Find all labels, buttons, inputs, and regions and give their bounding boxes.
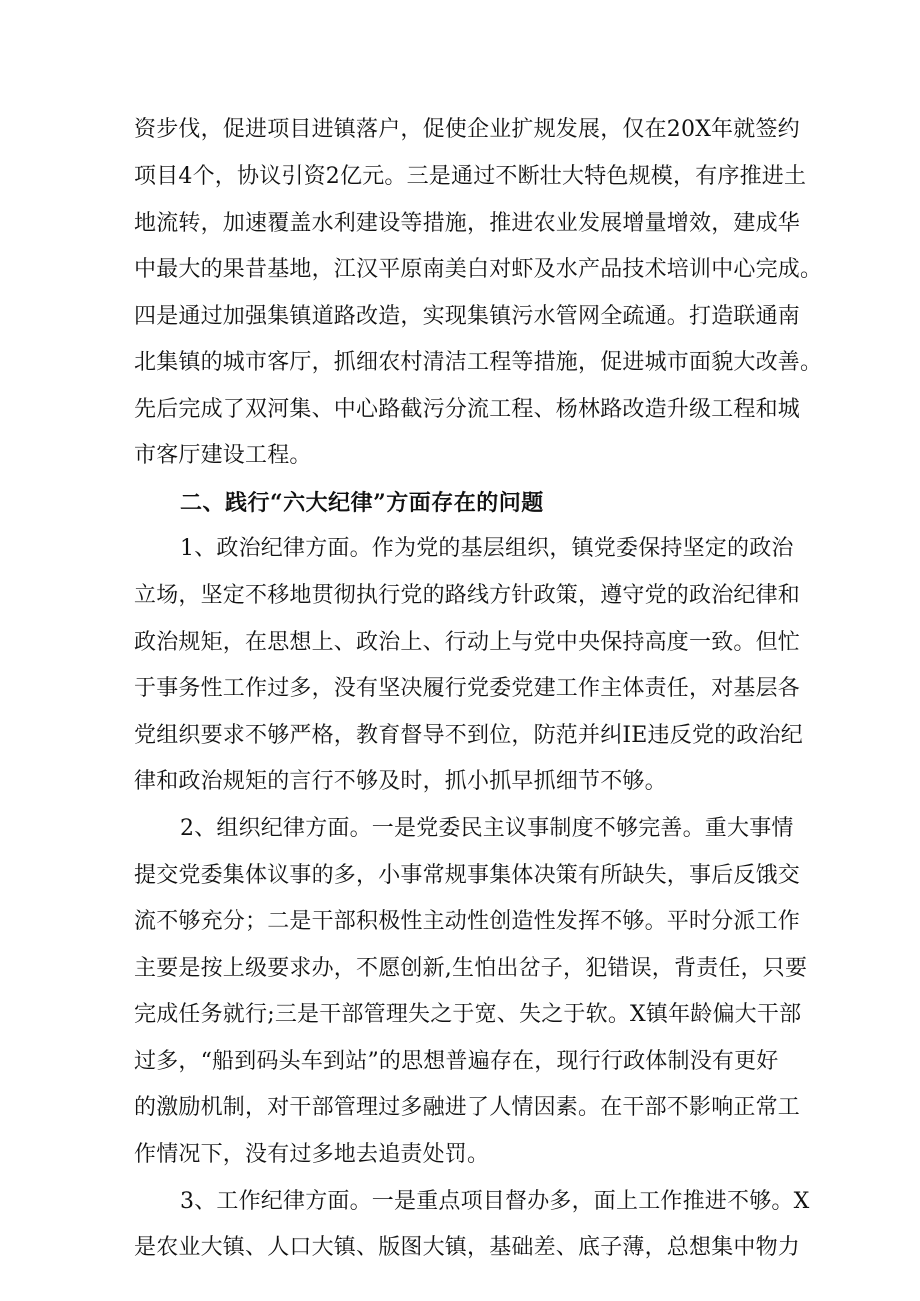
paragraph-3-line-3: 流不够充分；二是干部积极性主动性创造性发挥不够。平时分派工作	[134, 909, 801, 934]
paragraph-1-line-5: 四是通过加强集镇道路改造，实现集镇污水管网全疏通。打造联通南	[134, 304, 801, 329]
paragraph-4-line-2: 是农业大镇、人口大镇、版图大镇，基础差、底子薄，总想集中物力	[134, 1235, 801, 1260]
paragraph-1-line-8: 市客厅建设工程。	[134, 443, 312, 468]
paragraph-2-line-2: 立场，坚定不移地贯彻执行党的路线方针政策，遵守党的政治纪律和	[134, 583, 801, 608]
paragraph-3-line-4: 主要是按上级要求办，不愿创新,生怕出岔子，犯错误，背责任，只要	[134, 956, 808, 981]
paragraph-1-line-3: 地流转，加速覆盖水利建设等措施，推进农业发展增量增效，建成华	[134, 211, 801, 236]
paragraph-3-line-2: 提交党委集体议事的多，小事常规事集体决策有所缺失，事后反饿交	[134, 863, 801, 888]
paragraph-2-line-3: 政治规矩，在思想上、政治上、行动上与党中央保持高度一致。但忙	[134, 630, 801, 655]
paragraph-3-line-8: 作情况下，没有过多地去追责处罚。	[134, 1142, 490, 1167]
paragraph-4-line-1: 3、工作纪律方面。一是重点项目督办多，面上工作推进不够。X	[180, 1189, 810, 1214]
paragraph-3-line-5: 完成任务就行;三是干部管理失之于宽、失之于软。X镇年龄偏大干部	[134, 1002, 802, 1027]
paragraph-1-line-1: 资步伐，促进项目进镇落户，促使企业扩规发展，仅在20X年就签约	[134, 117, 800, 142]
paragraph-3-line-6: 过多，“船到码头车到站”的思想普遍存在，现行行政体制没有更好	[134, 1049, 779, 1074]
paragraph-2-line-6: 律和政治规矩的言行不够及时，抓小抓早抓细节不够。	[134, 769, 667, 794]
paragraph-2-line-5: 党组织要求不够严格，教育督导不到位，防范并纠IE违反党的政治纪	[134, 723, 803, 748]
section-heading: 二、践行“六大纪律”方面存在的问题	[180, 490, 544, 516]
paragraph-1-line-6: 北集镇的城市客厅，抓细农村清洁工程等措施，促进城市面貌大改善。	[134, 350, 823, 375]
paragraph-1-line-4: 中最大的果昔基地，江汉平原南美白对虾及水产品技术培训中心完成。	[134, 257, 823, 282]
paragraph-3-line-7: 的激励机制，对干部管理过多融进了人情因素。在干部不影响正常工	[134, 1095, 801, 1120]
paragraph-2-line-1: 1、政治纪律方面。作为党的基层组织，镇党委保持坚定的政治	[180, 536, 794, 561]
paragraph-3-line-1: 2、组织纪律方面。一是党委民主议事制度不够完善。重大事情	[180, 816, 794, 841]
paragraph-2-line-4: 于事务性工作过多，没有坚决履行党委党建工作主体责任，对基层各	[134, 676, 801, 701]
paragraph-1-line-7: 先后完成了双河集、中心路截污分流工程、杨林路改造升级工程和城	[134, 397, 801, 422]
paragraph-1-line-2: 项目4个，协议引资2亿元。三是通过不断壮大特色规模，有序推进土	[134, 164, 807, 189]
